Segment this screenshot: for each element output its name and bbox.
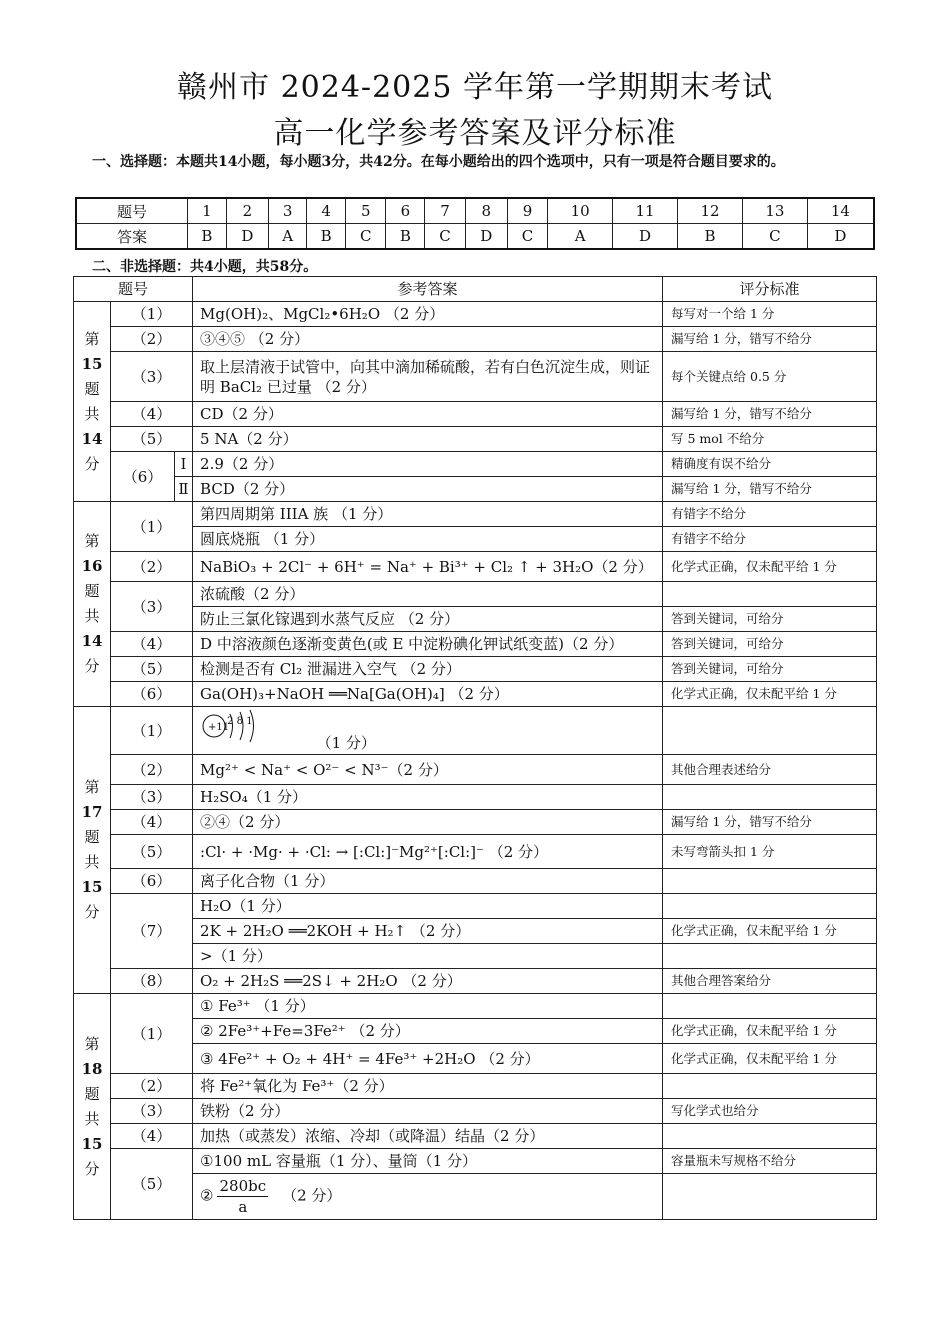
criteria-cell: 写 5 mol 不给分	[663, 427, 877, 452]
answer-cell: ③④⑤ （2 分）	[193, 327, 663, 352]
criteria-cell: 每个关键点给 0.5 分	[663, 352, 877, 402]
sub-question-number: （1）	[111, 994, 193, 1074]
answer-cell: NaBiO₃ + 2Cl⁻ + 6H⁺ = Na⁺ + Bi³⁺ + Cl₂ ↑ + 3H₂O（2 分）	[193, 552, 663, 582]
table-row	[74, 427, 877, 452]
fraction-numerator: 280bc	[219, 1177, 267, 1195]
table-row	[74, 919, 877, 944]
sub-question-number: （3）	[111, 582, 193, 632]
mc-answer-cell: D	[226, 224, 268, 250]
shell-electrons: 2 8 1	[227, 716, 253, 727]
answer-cell: 将 Fe²⁺氧化为 Fe³⁺（2 分）	[193, 1074, 663, 1099]
mc-number-cell: 1	[188, 198, 227, 224]
sub-part-number: Ⅱ	[175, 477, 193, 502]
nucleus-charge: +11	[208, 722, 230, 733]
answer-cell	[193, 1174, 663, 1220]
table-row	[74, 402, 877, 427]
table-row	[74, 302, 877, 327]
sub-question-number: （6）	[111, 682, 193, 707]
criteria-cell: 每写对一个给 1 分	[663, 302, 877, 327]
criteria-cell: 其他合理答案给分	[663, 969, 877, 994]
answer-cell: ③ 4Fe²⁺ + O₂ + 4H⁺ = 4Fe³⁺ +2H₂O （2 分）	[193, 1044, 663, 1074]
answer-cell: O₂ + 2H₂S ══2S↓ + 2H₂O （2 分）	[193, 969, 663, 994]
free-response-table	[73, 276, 877, 1220]
mc-answer-cell: C	[507, 224, 547, 250]
criteria-cell: 漏写给 1 分，错写不给分	[663, 810, 877, 835]
answer-prefix: ②	[200, 1186, 214, 1205]
table-row	[74, 452, 877, 477]
criteria-cell: 其他合理表述给分	[663, 755, 877, 785]
criteria-cell: 答到关键词，可给分	[663, 607, 877, 632]
mc-number-cell: 10	[548, 198, 613, 224]
answer-cell: :Cl· + ·Mg· + ·Cl: → [:Cl:]⁻Mg²⁺[:Cl:]⁻ （2 分）	[193, 835, 663, 869]
table-row	[74, 707, 877, 755]
table-row	[74, 607, 877, 632]
table-row	[74, 352, 877, 402]
mc-number-cell: 3	[268, 198, 306, 224]
sub-question-number: （4）	[111, 632, 193, 657]
criteria-cell: 未写弯箭头扣 1 分	[663, 835, 877, 869]
answer-cell: 2K + 2H₂O ══2KOH + H₂↑ （2 分）	[193, 919, 663, 944]
q18-label: 第 18 题 共 15 分	[74, 994, 111, 1220]
fraction	[217, 1176, 268, 1217]
answer-cell: D 中溶液颜色逐渐变黄色(或 E 中淀粉碘化钾试纸变蓝)（2 分）	[193, 632, 663, 657]
table-row	[74, 785, 877, 810]
sub-question-number: （4）	[111, 810, 193, 835]
answer-cell: 离子化合物（1 分）	[193, 869, 663, 894]
multiple-choice-table	[75, 197, 875, 250]
criteria-cell: 答到关键词，可给分	[663, 632, 877, 657]
answer-cell: >（1 分）	[193, 944, 663, 969]
mc-number-cell: 5	[346, 198, 386, 224]
sub-question-number: （1）	[111, 302, 193, 327]
criteria-cell: 漏写给 1 分，错写不给分	[663, 402, 877, 427]
table-row	[74, 477, 877, 502]
answer-cell: 取上层清液于试管中，向其中滴加稀硫酸，若有白色沉淀生成，则证明 BaCl₂ 已过量 （2 分）	[193, 352, 663, 402]
mc-answer-cell: B	[386, 224, 425, 250]
table-row	[74, 994, 877, 1019]
sub-question-number: （2）	[111, 1074, 193, 1099]
criteria-cell: 有错字不给分	[663, 527, 877, 552]
mc-answer-cell: C	[742, 224, 807, 250]
section-1-heading: 一、选择题：本题共14小题，每小题3分，共42分。在每小题给出的四个选项中，只有一项是符合题目要求的。	[92, 154, 785, 170]
sub-question-number: （2）	[111, 552, 193, 582]
header-answer: 参考答案	[193, 277, 663, 302]
mc-number-cell: 8	[465, 198, 507, 224]
criteria-cell	[663, 707, 877, 755]
criteria-cell	[663, 785, 877, 810]
criteria-cell: 有错字不给分	[663, 502, 877, 527]
criteria-cell: 精确度有误不给分	[663, 452, 877, 477]
answer-cell: ②④（2 分）	[193, 810, 663, 835]
sub-question-number: （3）	[111, 1099, 193, 1124]
table-row	[74, 969, 877, 994]
criteria-cell: 化学式正确，仅未配平给 1 分	[663, 552, 877, 582]
sub-question-number: （4）	[111, 1124, 193, 1149]
title-line-1: 赣州市 2024-2025 学年第一学期期末考试	[177, 70, 773, 105]
answer-cell: 2.9（2 分）	[193, 452, 663, 477]
criteria-cell: 化学式正确，仅未配平给 1 分	[663, 1044, 877, 1074]
criteria-cell	[663, 869, 877, 894]
mc-answer-row	[76, 224, 874, 250]
table-row	[74, 632, 877, 657]
criteria-cell: 答到关键词，可给分	[663, 657, 877, 682]
sub-question-number: （3）	[111, 352, 193, 402]
header-criteria: 评分标准	[663, 277, 877, 302]
mc-answer-cell: C	[346, 224, 386, 250]
mc-answer-cell: D	[465, 224, 507, 250]
table-row	[74, 527, 877, 552]
answer-cell: H₂O（1 分）	[193, 894, 663, 919]
answer-cell: 浓硫酸（2 分）	[193, 582, 663, 607]
mc-row-label: 答案	[76, 224, 188, 250]
mc-number-cell: 11	[613, 198, 678, 224]
mc-number-cell: 2	[226, 198, 268, 224]
table-row	[74, 1174, 877, 1220]
mc-number-cell: 13	[742, 198, 807, 224]
sub-question-number: （3）	[111, 785, 193, 810]
table-row	[74, 582, 877, 607]
answer-cell: BCD（2 分）	[193, 477, 663, 502]
mc-number-cell: 7	[425, 198, 465, 224]
answer-cell: ①100 mL 容量瓶（1 分）、量筒（1 分）	[193, 1149, 663, 1174]
table-row	[74, 944, 877, 969]
table-row	[74, 835, 877, 869]
atom-structure-diagram	[200, 708, 317, 748]
table-row	[74, 327, 877, 352]
criteria-cell: 化学式正确，仅未配平给 1 分	[663, 919, 877, 944]
table-row	[74, 552, 877, 582]
criteria-cell: 写化学式也给分	[663, 1099, 877, 1124]
mc-number-cell: 4	[307, 198, 346, 224]
criteria-cell	[663, 894, 877, 919]
table-row	[74, 502, 877, 527]
sub-question-number: （2）	[111, 327, 193, 352]
mc-number-cell: 6	[386, 198, 425, 224]
q16-label: 第 16 题 共 14 分	[74, 502, 111, 707]
criteria-cell	[663, 1174, 877, 1220]
criteria-cell: 容量瓶未写规格不给分	[663, 1149, 877, 1174]
answer-cell: 第四周期第 IIIA 族 （1 分）	[193, 502, 663, 527]
sub-part-number: Ⅰ	[175, 452, 193, 477]
criteria-cell	[663, 1074, 877, 1099]
q17-label: 第 17 题 共 15 分	[74, 707, 111, 994]
answer-cell: Ga(OH)₃+NaOH ══Na[Ga(OH)₄] （2 分）	[193, 682, 663, 707]
mc-number-cell: 12	[678, 198, 743, 224]
table-row	[74, 1099, 877, 1124]
mc-row-label: 题号	[76, 198, 188, 224]
table-row	[74, 810, 877, 835]
table-body	[74, 302, 877, 1220]
table-row	[74, 1074, 877, 1099]
sub-question-number: （5）	[111, 657, 193, 682]
mc-answer-cell: B	[678, 224, 743, 250]
table-row	[74, 1044, 877, 1074]
criteria-cell	[663, 944, 877, 969]
q15-label: 第 15 题 共 14 分	[74, 302, 111, 502]
title-line-2: 高一化学参考答案及评分标准	[273, 116, 677, 151]
sub-question-number: （6）	[111, 869, 193, 894]
sub-question-number: （6）	[111, 452, 175, 502]
mc-number-cell: 14	[807, 198, 874, 224]
sub-question-number: （7）	[111, 894, 193, 969]
sub-question-number: （2）	[111, 755, 193, 785]
table-row	[74, 894, 877, 919]
sub-question-number: （5）	[111, 835, 193, 869]
answer-cell: H₂SO₄（1 分）	[193, 785, 663, 810]
table-row	[74, 1149, 877, 1174]
sub-question-number: （4）	[111, 402, 193, 427]
answer-cell: ② 2Fe³⁺+Fe=3Fe²⁺ （2 分）	[193, 1019, 663, 1044]
answer-cell: 加热（或蒸发）浓缩、冷却（或降温）结晶（2 分）	[193, 1124, 663, 1149]
table-row	[74, 1124, 877, 1149]
answer-cell: 铁粉（2 分）	[193, 1099, 663, 1124]
criteria-cell: 漏写给 1 分，错写不给分	[663, 477, 877, 502]
sub-question-number: （1）	[111, 502, 193, 552]
mc-answer-cell: D	[807, 224, 874, 250]
answer-cell: Mg(OH)₂、MgCl₂•6H₂O （2 分）	[193, 302, 663, 327]
answer-cell: ① Fe³⁺ （1 分）	[193, 994, 663, 1019]
mc-number-row	[76, 198, 874, 224]
criteria-cell	[663, 994, 877, 1019]
criteria-cell: 化学式正确，仅未配平给 1 分	[663, 682, 877, 707]
mc-answer-cell: A	[268, 224, 306, 250]
mc-answer-cell: C	[425, 224, 465, 250]
mc-answer-cell: B	[188, 224, 227, 250]
table-row	[74, 657, 877, 682]
mc-answer-cell: B	[307, 224, 346, 250]
answer-cell: 防止三氯化镓遇到水蒸气反应 （2 分）	[193, 607, 663, 632]
answer-cell: 检测是否有 Cl₂ 泄漏进入空气 （2 分）	[193, 657, 663, 682]
table-row	[74, 1019, 877, 1044]
table-row	[74, 682, 877, 707]
mc-answer-cell: A	[548, 224, 613, 250]
answer-cell: CD（2 分）	[193, 402, 663, 427]
sub-question-number: （1）	[111, 707, 193, 755]
sub-question-number: （5）	[111, 427, 193, 452]
score-text: （2 分）	[282, 1186, 342, 1205]
answer-cell: Mg²⁺ < Na⁺ < O²⁻ < N³⁻（2 分）	[193, 755, 663, 785]
answer-cell: 5 NA（2 分）	[193, 427, 663, 452]
header-question: 题号	[74, 277, 193, 302]
sub-question-number: （5）	[111, 1149, 193, 1220]
criteria-cell	[663, 1124, 877, 1149]
answer-cell	[193, 707, 663, 755]
mc-number-cell: 9	[507, 198, 547, 224]
criteria-cell: 漏写给 1 分，错写不给分	[663, 327, 877, 352]
criteria-cell: 化学式正确，仅未配平给 1 分	[663, 1019, 877, 1044]
fraction-denominator: a	[238, 1198, 248, 1216]
score-text: （1 分）	[316, 734, 376, 752]
sub-question-number: （8）	[111, 969, 193, 994]
section-2-heading: 二、非选择题：共4小题，共58分。	[92, 259, 318, 275]
table-row	[74, 869, 877, 894]
answer-cell: 圆底烧瓶 （1 分）	[193, 527, 663, 552]
mc-answer-cell: D	[613, 224, 678, 250]
table-row	[74, 755, 877, 785]
criteria-cell	[663, 582, 877, 607]
